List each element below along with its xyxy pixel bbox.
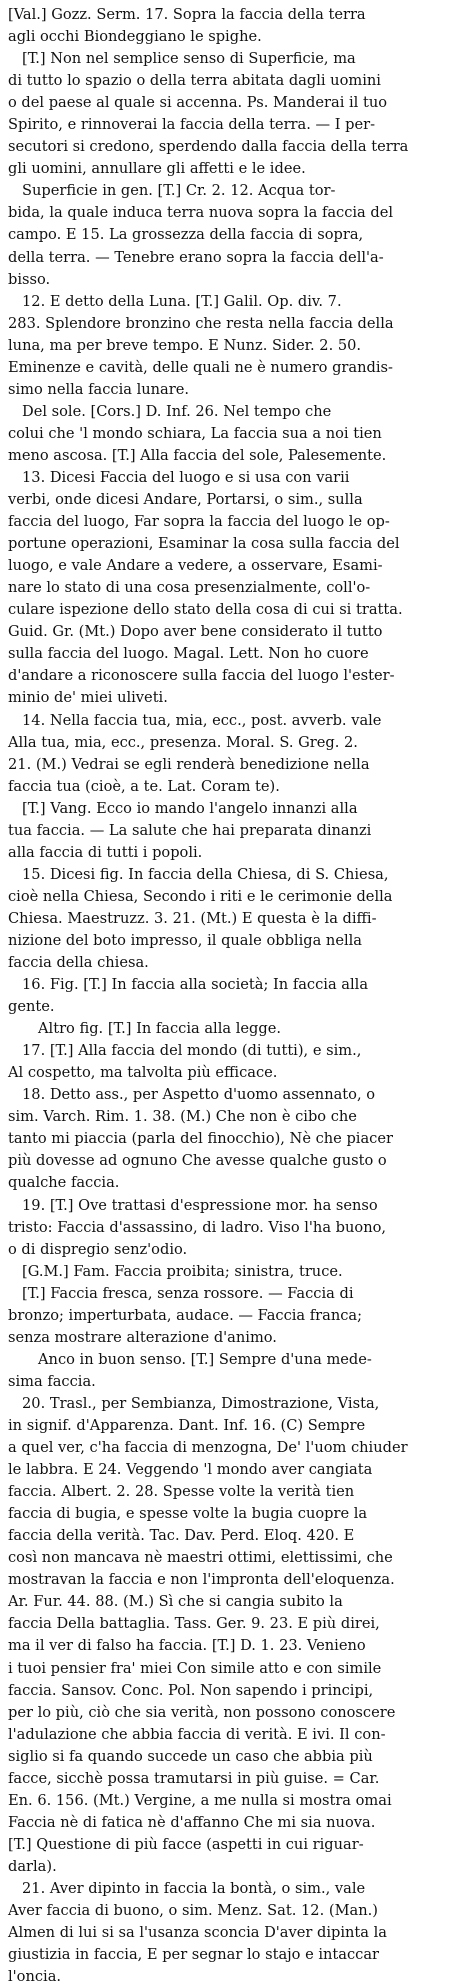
- text-line: 17. [T.] Alla faccia del mondo (di tutti), e sim.,: [22, 1042, 362, 1060]
- text-line: sulla faccia del luogo. Magal. Lett. Non ho cuore: [8, 645, 369, 663]
- text-line: Almen di lui si sa l'usanza sconcia D'aver dipinta la: [8, 1924, 387, 1942]
- text-line: cioè nella Chiesa, Secondo i riti e le cerimonie della: [8, 887, 393, 905]
- text-line: minio de' miei uliveti.: [8, 689, 168, 707]
- text-line: [T.] Faccia fresca, senza rossore. — Faccia di: [22, 1284, 354, 1302]
- text-line: [Val.] Gozz. Serm. 17. Sopra la faccia della terra: [8, 6, 366, 23]
- text-line: [T.] Non nel semplice senso di Superficie, ma: [22, 50, 356, 68]
- text-line: Faccia nè di fatica nè d'affanno Che mi sia nuova.: [8, 1813, 376, 1831]
- text-line: nizione del boto impresso, il quale obbliga nella: [8, 931, 363, 949]
- text-line: Chiesa. Maestruzz. 3. 21. (Mt.) E questa è la diffi-: [8, 909, 377, 927]
- text-line: bronzo; imperturbata, audace. — Faccia franca;: [8, 1306, 363, 1324]
- text-line: portune operazioni, Esaminar la cosa sulla faccia del: [8, 535, 400, 553]
- text-line: Anco in buon senso. [T.] Sempre d'una mede-: [38, 1350, 372, 1368]
- text-line: 16. Fig. [T.] In faccia alla società; In faccia alla: [22, 976, 369, 994]
- text-line: in signif. d'Apparenza. Dant. Inf. 16. (C) Sempre: [8, 1417, 366, 1434]
- text-line: faccia della verità. Tac. Dav. Perd. Eloq. 420. E: [8, 1527, 355, 1545]
- text-line: colui che 'l mondo schiara, La faccia sua a noi tien: [8, 424, 382, 442]
- text-line: gente.: [8, 998, 55, 1016]
- text-line: mostravan la faccia e non l'impronta dell'eloquenza.: [8, 1571, 395, 1589]
- text-line: campo. E 15. La grossezza della faccia di sopra,: [8, 226, 364, 244]
- text-line: Alla tua, mia, ecc., presenza. Moral. S. Greg. 2.: [8, 733, 358, 751]
- text-line: alla faccia di tutti i popoli.: [8, 843, 203, 861]
- text-line: Eminenze e cavità, delle quali ne è numero grandis-: [8, 358, 393, 376]
- text-line: 18. Detto ass., per Aspetto d'uomo assennato, o: [22, 1086, 376, 1104]
- text-line: l'adulazione che abbia faccia di verità. E ivi. Il con-: [8, 1725, 386, 1743]
- text-line: Altro fig. [T.] In faccia alla legge.: [38, 1020, 281, 1038]
- text-line: le labbra. E 24. Veggendo 'l mondo aver cangiata: [8, 1461, 373, 1479]
- text-line: faccia. Sansov. Conc. Pol. Non sapendo i principi,: [8, 1681, 374, 1699]
- text-line: siglio si fa quando succede un caso che abbia più: [8, 1747, 373, 1765]
- text-line: faccia. Albert. 2. 28. Spesse volte la verità tien: [8, 1483, 355, 1501]
- text-line: 12. E detto della Luna. [T.] Galil. Op. div. 7.: [22, 292, 342, 310]
- text-line: meno ascosa. [T.] Alla faccia del sole, Palesemente.: [8, 446, 387, 464]
- text-line: [T.] Questione di più facce (aspetti in cui riguar-: [8, 1835, 364, 1853]
- text-line: luogo, e vale Andare a vedere, a osservare, Esami-: [8, 557, 383, 575]
- text-line: o del paese al quale si accenna. Ps. Manderai il tuo: [8, 94, 388, 112]
- text-line: Superficie in gen. [T.] Cr. 2. 12. Acqua tor-: [22, 182, 336, 200]
- text-line: ma il ver di falso ha faccia. [T.] D. 1. 23. Venieno: [8, 1637, 366, 1655]
- text-line: bida, la quale induca terra nuova sopra la faccia del: [8, 204, 394, 222]
- text-line: 20. Trasl., per Sembianza, Dimostrazione, Vista,: [22, 1394, 380, 1412]
- text-line: faccia del luogo, Far sopra la faccia del luogo le op-: [8, 513, 390, 531]
- text-line: faccia di bugia, e spesse volte la bugia cuopre la: [8, 1505, 368, 1523]
- text-line: per lo più, ciò che sia verità, non possono conoscere: [8, 1703, 396, 1721]
- text-line: senza mostrare alterazione d'animo.: [8, 1328, 277, 1346]
- text-line: [G.M.] Fam. Faccia proibita; sinistra, truce.: [22, 1262, 343, 1280]
- text-line: verbi, onde dicesi Andare, Portarsi, o sim., sulla: [8, 491, 363, 509]
- text-line: Aver faccia di buono, o sim. Menz. Sat. 12. (Man.): [8, 1902, 378, 1920]
- text-line: gli uomini, annullare gli affetti e le idee.: [8, 160, 306, 178]
- text-line: qualche faccia.: [8, 1174, 120, 1192]
- text-line: 21. (M.) Vedrai se egli renderà benedizione nella: [8, 755, 370, 773]
- text-line: En. 6. 156. (Mt.) Vergine, a me nulla si mostra omai: [8, 1791, 392, 1809]
- text-line: faccia della chiesa.: [8, 954, 149, 972]
- text-line: faccia Della battaglia. Tass. Ger. 9. 23. E più direi,: [8, 1615, 380, 1633]
- text-line: luna, ma per breve tempo. E Nunz. Sider. 2. 50.: [8, 336, 362, 354]
- text-line: Al cospetto, ma talvolta più efficace.: [8, 1064, 278, 1082]
- text-line: sima faccia.: [8, 1372, 96, 1390]
- text-line: 15. Dicesi fig. In faccia della Chiesa, di S. Chiesa,: [22, 865, 389, 883]
- text-line: tristo: Faccia d'assassino, di ladro. Viso l'ha buono,: [8, 1218, 387, 1236]
- text-line: bisso.: [8, 270, 51, 288]
- text-line: [T.] Vang. Ecco io mando l'angelo innanzi alla: [22, 799, 358, 817]
- text-line: i tuoi pensier fra' miei Con simile atto e con simile: [8, 1659, 382, 1677]
- text-line: 283. Splendore bronzino che resta nella faccia della: [8, 314, 394, 332]
- text-line: così non mancava nè maestri ottimi, elettissimi, che: [8, 1549, 393, 1567]
- text-line: sim. Varch. Rim. 1. 38. (M.) Che non è cibo che: [8, 1108, 357, 1126]
- text-line: Del sole. [Cors.] D. Inf. 26. Nel tempo che: [22, 402, 332, 420]
- text-line: d'andare a riconoscere sulla faccia del luogo l'ester-: [8, 667, 395, 685]
- text-line: Ar. Fur. 44. 88. (M.) Sì che si cangia subito la: [8, 1593, 343, 1611]
- text-line: tua faccia. — La salute che hai preparata dinanzi: [8, 821, 372, 839]
- text-line: agli occhi Biondeggiano le spighe.: [8, 28, 262, 46]
- text-line: l'oncia.: [8, 1968, 62, 1986]
- text-line: faccia tua (cioè, a te. Lat. Coram te).: [8, 777, 280, 795]
- text-line: nare lo stato di una cosa presenzialmente, coll'o-: [8, 579, 371, 597]
- text-line: o di dispregio senz'odio.: [8, 1240, 188, 1258]
- text-line: secutori si credono, sperdendo dalla faccia della terra: [8, 138, 409, 156]
- text-line: Guid. Gr. (Mt.) Dopo aver bene considerato il tutto: [8, 623, 383, 641]
- text-line: culare ispezione dello stato della cosa di cui si tratta.: [8, 601, 403, 619]
- text-line: simo nella faccia lunare.: [8, 380, 190, 398]
- text-line: 19. [T.] Ove trattasi d'espressione mor. ha senso: [22, 1196, 378, 1214]
- text-line: Spirito, e rinnoverai la faccia della terra. — I per-: [8, 116, 376, 134]
- text-line: di tutto lo spazio o della terra abitata dagli uomini: [8, 72, 381, 90]
- text-line: della terra. — Tenebre erano sopra la faccia dell'a-: [8, 248, 384, 266]
- text-line: più dovesse ad ognuno Che avesse qualche gusto o: [8, 1152, 387, 1170]
- text-line: 21. Aver dipinto in faccia la bontà, o sim., vale: [22, 1879, 366, 1897]
- text-line: a quel ver, c'ha faccia di menzogna, De' l'uom chiuder: [8, 1439, 408, 1457]
- text-line: 14. Nella faccia tua, mia, ecc., post. avverb. vale: [22, 711, 382, 729]
- text-line: giustizia in faccia, E per segnar lo stajo e intaccar: [8, 1946, 380, 1964]
- text-line: darla).: [8, 1857, 57, 1875]
- text-line: tanto mi piaccia (parla del finocchio), Nè che piacer: [8, 1130, 393, 1148]
- text-line: facce, sicchè possa tramutarsi in più guise. = Car.: [8, 1769, 380, 1787]
- text-line: 13. Dicesi Faccia del luogo e si usa con varii: [22, 468, 350, 486]
